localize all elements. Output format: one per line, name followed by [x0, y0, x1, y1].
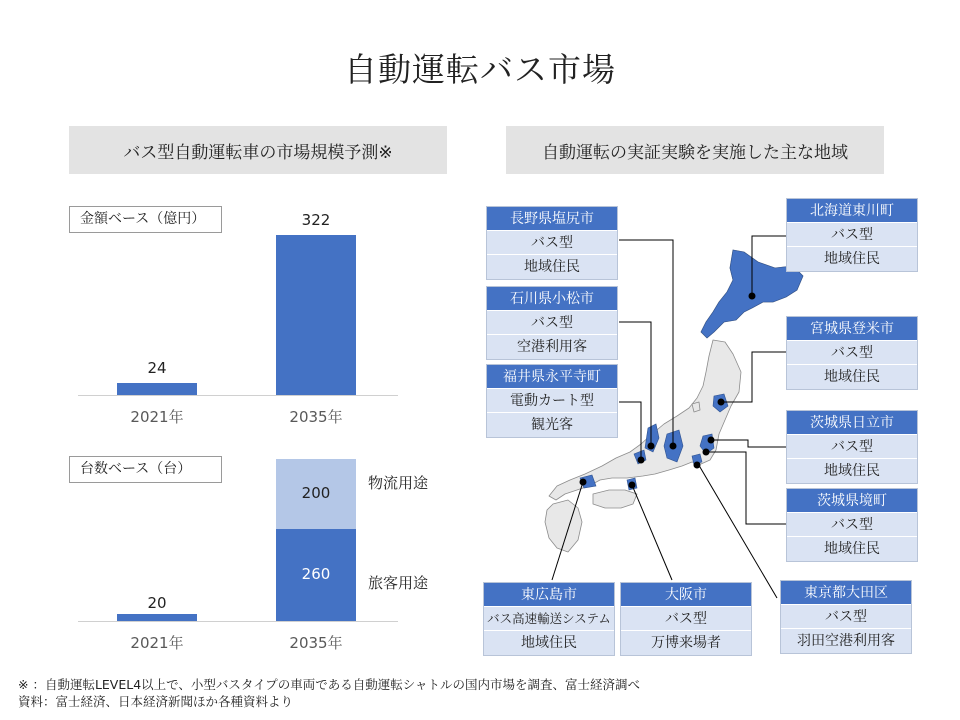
- location-use: 地域住民: [824, 463, 880, 479]
- location-card-hitachi: [786, 410, 918, 484]
- location-card-komatsu: [486, 286, 618, 360]
- dot-hokkaido: [749, 293, 756, 300]
- location-use: 地域住民: [824, 541, 880, 557]
- location-name: 茨城県日立市: [787, 411, 917, 435]
- location-type: 電動カート型: [487, 389, 617, 413]
- location-name: 東京都大田区: [781, 581, 911, 605]
- amount-value-2035: 322: [301, 211, 331, 229]
- location-type: バス型: [787, 223, 917, 247]
- location-card-ota: [780, 580, 912, 654]
- series-label-logistics: 物流用途: [368, 474, 429, 492]
- location-name: 福井県永平寺町: [487, 365, 617, 389]
- location-type: バス型: [487, 231, 617, 255]
- dot-hitachi: [708, 437, 715, 444]
- trial-regions-heading: 自動運転の実証実験を実施した主な地域: [506, 126, 884, 174]
- location-type: バス高速輸送システム: [484, 607, 614, 631]
- location-type: バス型: [621, 607, 751, 631]
- location-use: 地域住民: [824, 369, 880, 385]
- leader-komatsu: [619, 322, 651, 446]
- dot-ota: [694, 462, 701, 469]
- location-card-shiojiri: [486, 206, 618, 280]
- dot-komatsu: [648, 443, 655, 450]
- units-value-2035-passenger: 260: [301, 565, 331, 584]
- dot-shiojiri: [670, 443, 677, 450]
- market-forecast-heading: バス型自動運転車の市場規模予測※: [69, 126, 447, 174]
- amount-x-label-2021: 2021年: [130, 408, 184, 426]
- location-card-tome: [786, 316, 918, 390]
- location-name: 石川県小松市: [487, 287, 617, 311]
- source-note: 資料：富士経済、日本経済新聞ほか各種資料より: [18, 694, 294, 709]
- location-name: 宮城県登米市: [787, 317, 917, 341]
- location-type: バス型: [787, 513, 917, 537]
- units-base-label: 台数ベース（台）: [69, 456, 222, 483]
- dot-osaka: [629, 482, 636, 489]
- location-type: バス型: [487, 311, 617, 335]
- leader-ota: [697, 462, 777, 598]
- location-type: バス型: [787, 341, 917, 365]
- location-use: 空港利用客: [517, 339, 587, 355]
- location-name: 北海道東川町: [787, 199, 917, 223]
- units-x-label-2035: 2035年: [289, 634, 343, 652]
- units-value-2021-passenger: 20: [147, 593, 167, 612]
- series-label-passenger: 旅客用途: [368, 574, 429, 592]
- leader-hitachi: [711, 440, 786, 447]
- leader-sakai: [706, 452, 786, 524]
- location-type: バス型: [781, 605, 911, 629]
- location-use: 観光客: [531, 417, 573, 433]
- location-card-higashihiroshima: [483, 582, 615, 656]
- shikoku-shape: [593, 490, 637, 508]
- location-use: 地域住民: [824, 251, 880, 267]
- location-use: 地域住民: [524, 259, 580, 275]
- location-name: 茨城県境町: [787, 489, 917, 513]
- footnote: ※ ：自動運転LEVEL4以上で、小型バスタイプの車両である自動運転シャトルの国内市場を調査、富士経済調べ: [18, 677, 641, 692]
- location-name: 大阪市: [621, 583, 751, 607]
- units-x-label-2021: 2021年: [130, 634, 184, 652]
- location-use: 羽田空港利用客: [797, 633, 895, 649]
- location-name: 長野県塩尻市: [487, 207, 617, 231]
- location-use: 万博来場者: [651, 635, 721, 651]
- dot-miyagi: [718, 399, 725, 406]
- dot-sakai: [703, 449, 710, 456]
- amount-value-2021: 24: [147, 359, 167, 378]
- leader-shiojiri: [619, 240, 673, 446]
- amount-x-label-2035: 2035年: [289, 408, 343, 426]
- leader-osaka: [632, 485, 672, 580]
- dot-fukui: [638, 457, 645, 464]
- page-title: 自動運転バス市場: [344, 50, 616, 89]
- units-value-2035-logistics: 200: [301, 484, 331, 503]
- location-card-sakai: [786, 488, 918, 562]
- location-name: 東広島市: [484, 583, 614, 607]
- location-card-eiheiji: [486, 364, 618, 438]
- location-type: バス型: [787, 435, 917, 459]
- amount-base-label: 金額ベース（億円）: [69, 206, 222, 233]
- location-card-higashikawa: [786, 198, 918, 272]
- location-card-osaka: [620, 582, 752, 656]
- dot-higashihiroshima: [580, 479, 587, 486]
- location-use: 地域住民: [521, 635, 577, 651]
